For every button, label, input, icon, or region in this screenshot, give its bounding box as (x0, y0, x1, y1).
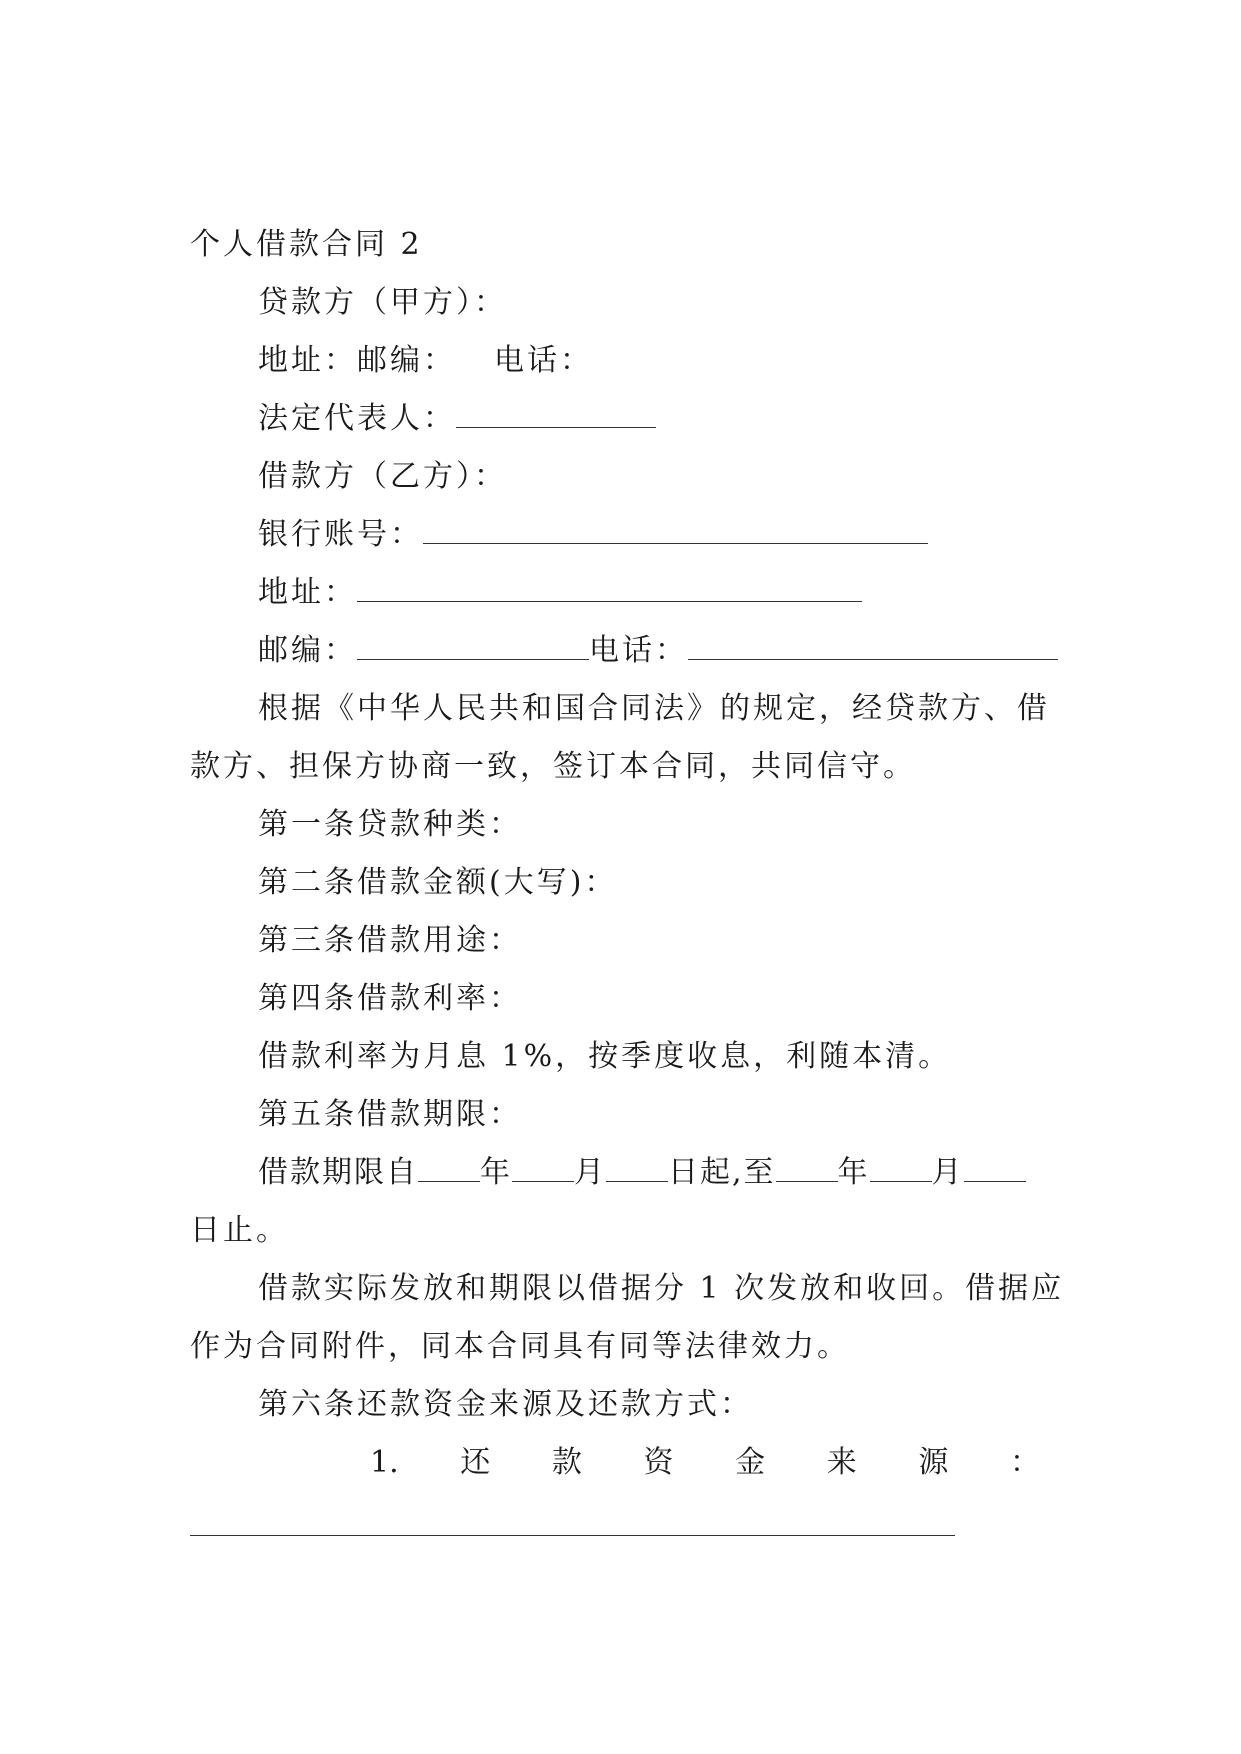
legal-rep-blank[interactable] (456, 399, 656, 428)
repay-source-char: 金 (735, 1445, 766, 1480)
release-line-2: 作为合同附件，同本合同具有同等法律效力。 (190, 1329, 850, 1364)
article-1: 第一条贷款种类： (258, 807, 522, 842)
start-day-blank[interactable] (606, 1153, 668, 1182)
term-line (258, 1153, 1026, 1193)
end-year-blank[interactable] (776, 1153, 838, 1182)
term-month-2: 月 (931, 1155, 964, 1190)
borrower-phone-blank[interactable] (688, 631, 1058, 660)
intro-line-1: 根据《中华人民共和国合同法》的规定，经贷款方、借 (258, 691, 1050, 726)
article-5: 第五条借款期限： (258, 1097, 522, 1132)
borrower-address-line (258, 573, 862, 613)
lender-label: 贷款方（甲方）： (258, 285, 507, 320)
legal-rep-line (258, 399, 656, 439)
postcode-phone-line (258, 631, 1058, 671)
repay-source-colon: ： (1010, 1445, 1040, 1480)
term-day-from: 日起,至 (668, 1155, 776, 1190)
term-year: 年 (480, 1155, 512, 1190)
bank-account-line (258, 515, 928, 555)
borrower-postcode-label: 邮编： (258, 633, 357, 668)
intro-line-2: 款方、担保方协商一致，签订本合同，共同信守。 (190, 749, 916, 784)
bank-account-label: 银行账号： (258, 517, 423, 552)
article-4: 第四条借款利率： (258, 981, 522, 1016)
borrower-address-blank[interactable] (357, 573, 862, 602)
rate-text: 借款利率为月息 1%，按季度收息，利随本清。 (258, 1039, 952, 1074)
release-line-1: 借款实际发放和期限以借据分 1 次发放和收回。借据应 (258, 1271, 1065, 1306)
term-month: 月 (574, 1155, 606, 1190)
lender-address-line (258, 341, 593, 381)
bank-account-blank[interactable] (423, 515, 928, 544)
article-2: 第二条借款金额(大写)： (258, 865, 618, 900)
term-year-2: 年 (837, 1155, 870, 1190)
repay-source-blank[interactable] (190, 1535, 955, 1536)
end-day-blank[interactable] (964, 1153, 1026, 1182)
article-6: 第六条还款资金来源及还款方式： (258, 1387, 753, 1422)
borrower-label: 借款方（乙方）： (258, 459, 507, 494)
repay-source-char: 资 (643, 1445, 674, 1480)
repay-source-number: 1. (370, 1445, 399, 1480)
legal-rep-label: 法定代表人： (258, 401, 456, 436)
lender-address-label: 地址：邮编： (258, 343, 456, 378)
lender-phone-label: 电话： (494, 343, 593, 378)
repay-source-char: 款 (551, 1445, 582, 1480)
term-end: 日止。 (190, 1213, 289, 1248)
start-month-blank[interactable] (512, 1153, 574, 1182)
borrower-postcode-blank[interactable] (357, 631, 589, 660)
article-3: 第三条借款用途： (258, 923, 522, 958)
document-title: 个人借款合同 2 (190, 227, 423, 262)
repay-source-char: 来 (826, 1445, 857, 1480)
borrower-phone-label: 电话： (589, 633, 688, 668)
borrower-address-label: 地址： (258, 575, 357, 610)
repay-source-char: 源 (918, 1445, 949, 1480)
term-prefix: 借款期限自 (258, 1155, 418, 1190)
repay-source-line (370, 1443, 1040, 1483)
start-year-blank[interactable] (418, 1153, 480, 1182)
repay-source-char: 还 (460, 1445, 491, 1480)
end-month-blank[interactable] (870, 1153, 932, 1182)
